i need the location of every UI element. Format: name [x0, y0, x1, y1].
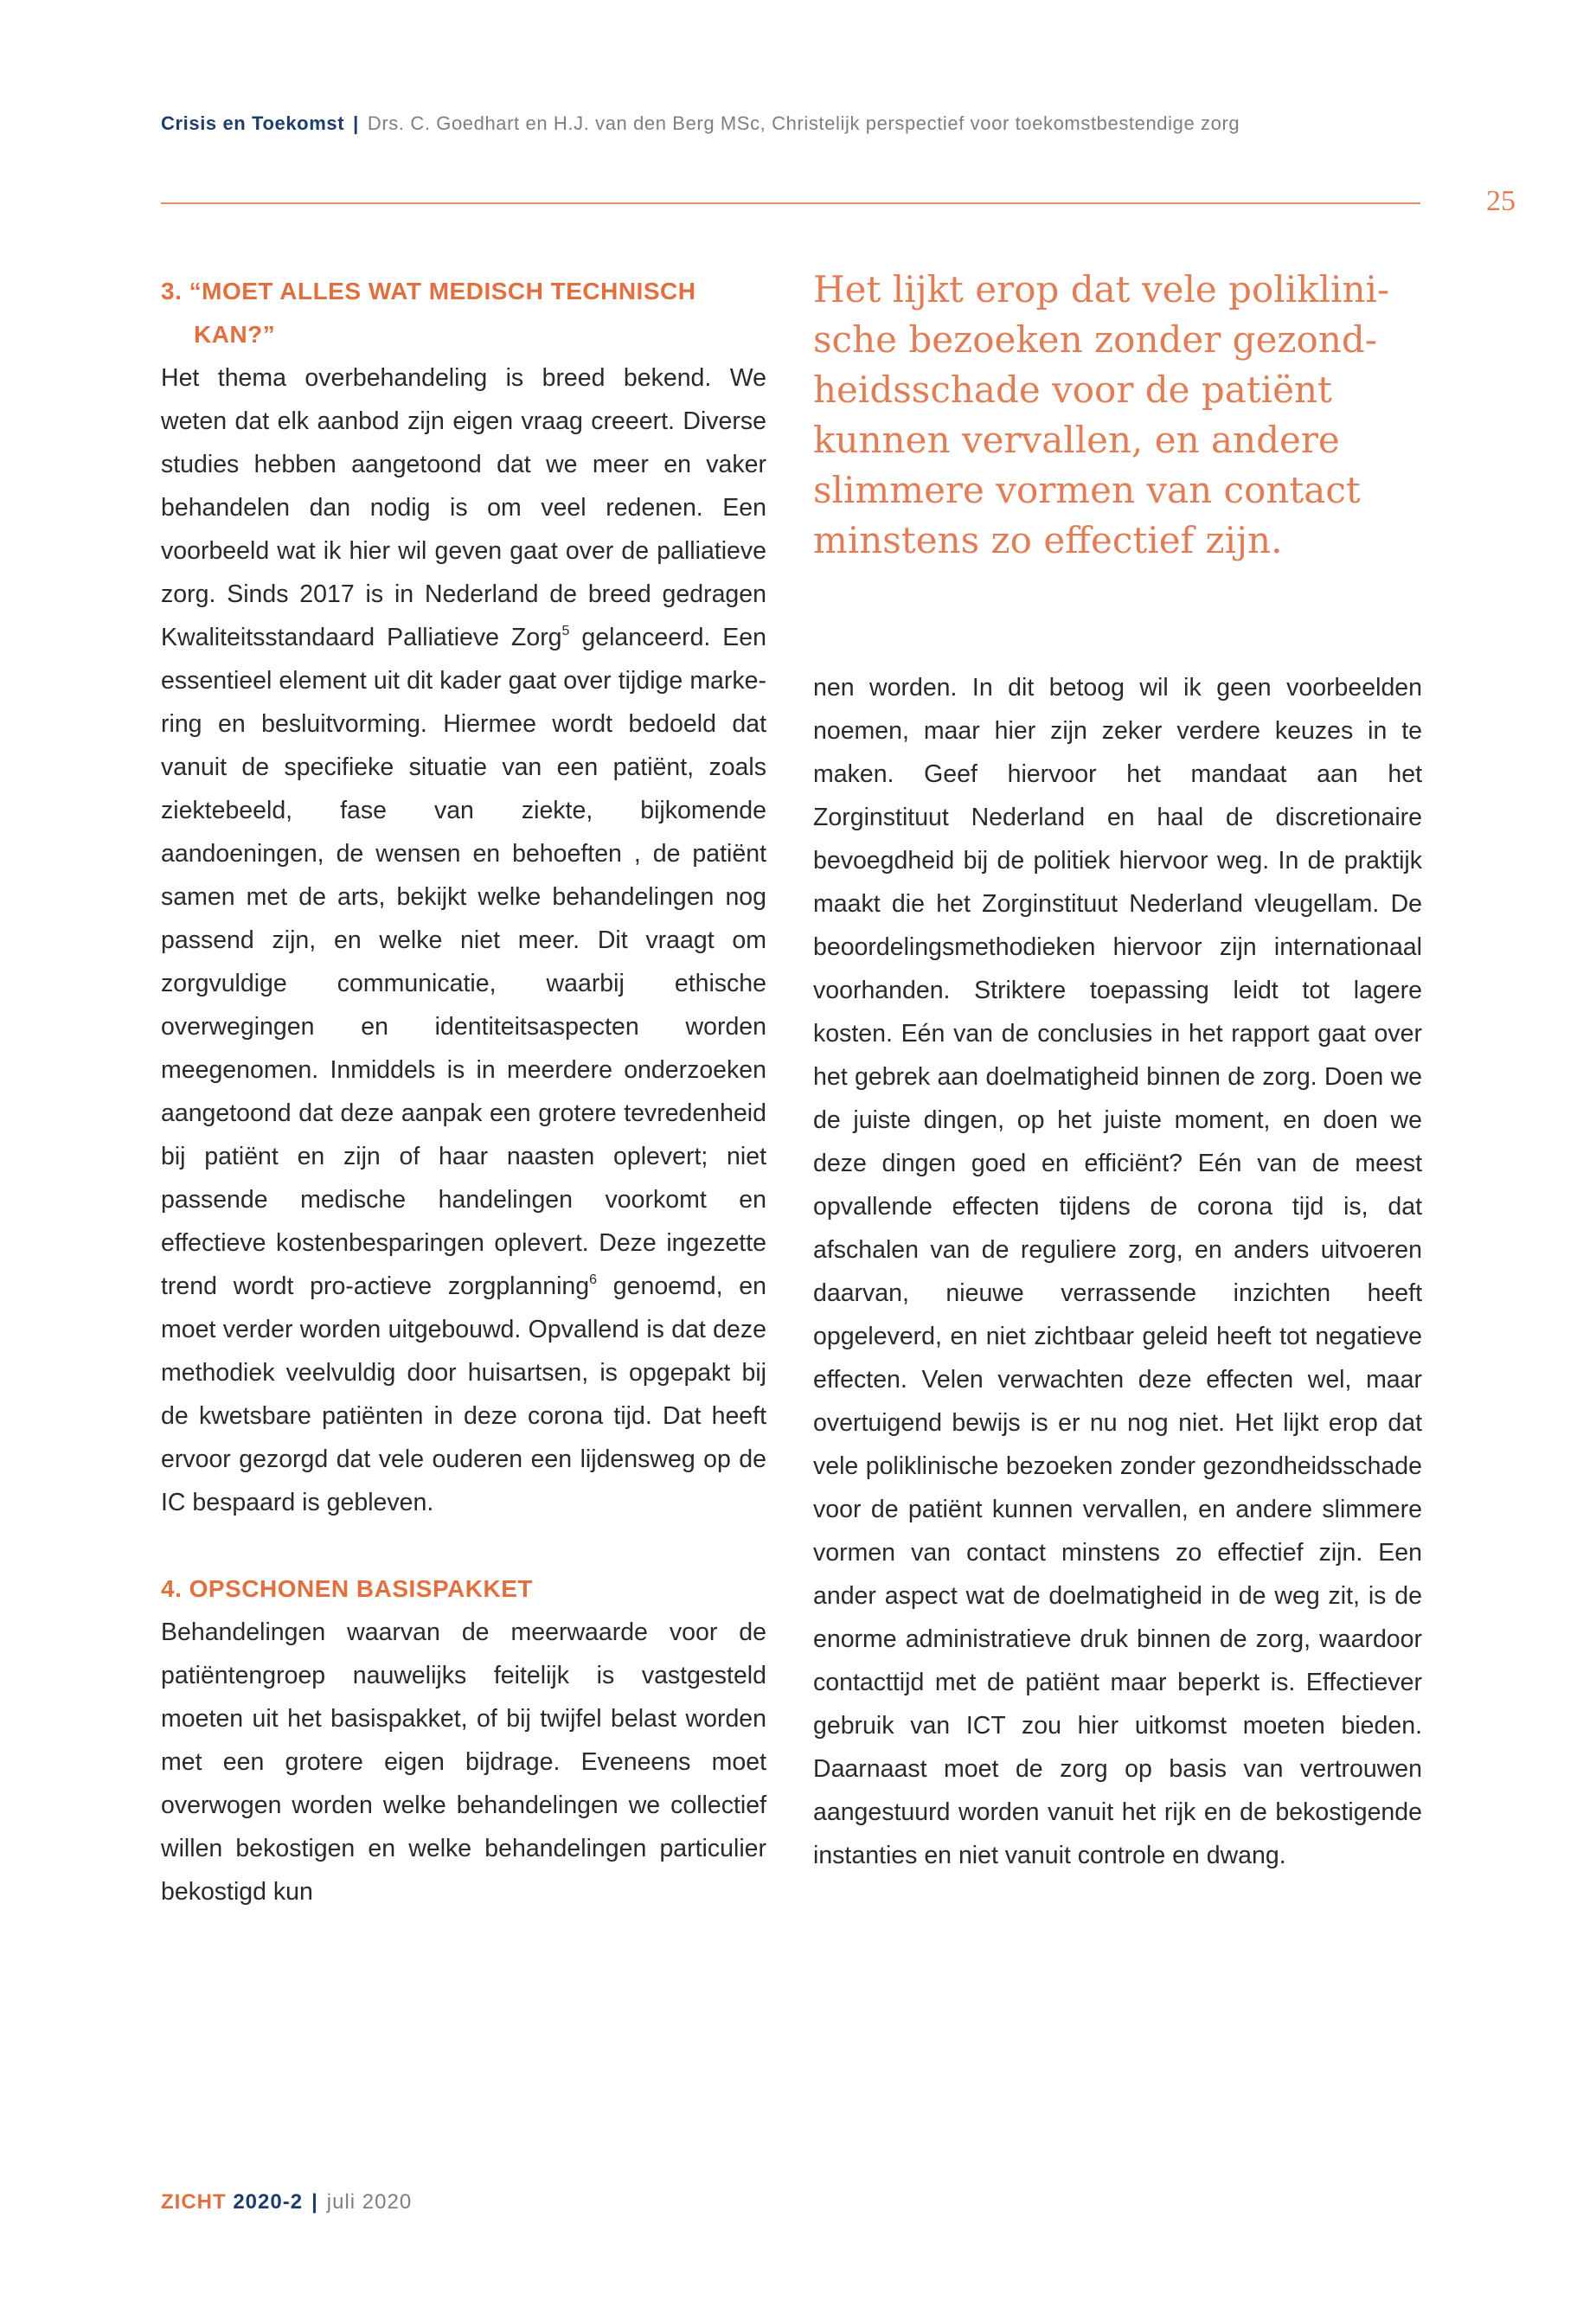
section-4-paragraph-start: Behandelingen waarvan de meerwaarde voor de patiëntengroep nauwelijks feitelijk is vastgesteld moeten uit het basispakket, of bij twijfel belast worden met een grotere eigen bijdrage. Eveneens moet overwogen worden welke behandelingen we collectief willen bekostigen en welke behandelingen particulier bekostigd kun: [161, 1618, 766, 1906]
magazine-name: ZICHT: [161, 2190, 227, 2214]
section-3-text-a: Het thema overbehandeling is breed bekend. We weten dat elk aanbod zijn eigen vraag creeert. Diverse studies hebben aangetoond dat we meer en vaker behandelen dan nodig is om veel redenen. Een voorbeeld wat ik hier wil geven gaat over de palliatieve zorg. Sinds 2017 is in Nederland de breed gedragen Kwaliteitsstandaard Palliatieve Zorg: [161, 364, 766, 651]
page-number: 25: [1486, 185, 1516, 217]
header-separator: |: [353, 112, 359, 134]
pull-quote: Het lijkt erop dat vele poliklinische bezoeken zonder gezondheidsschade voor de patiënt kunnen vervallen, en andere slimmere vormen van contact minstens zo effectief zijn.: [813, 268, 1390, 561]
footer-separator: |: [311, 2190, 318, 2214]
issue-date: juli 2020: [326, 2190, 413, 2214]
running-header: [161, 112, 1424, 135]
series-title: Crisis en Toekomst: [161, 112, 345, 134]
section-3-text-c: genoemd, en moet verder worden uitgebouwd. Opvallend is dat deze methodiek veelvuldig door huisartsen, is opgepakt bij de kwetsbare patiënten in deze corona tijd. Dat heeft ervoor gezorgd dat vele ouderen een lijdensweg op de IC bespaard is gebleven.: [161, 1272, 766, 1516]
section-3-heading: 3. “MOET ALLES WAT MEDISCH TECHNISCH KAN?”: [161, 278, 696, 348]
left-column: [161, 270, 766, 1913]
section-spacer: [161, 1524, 766, 1567]
issue-number: 2020-2: [233, 2190, 304, 2214]
footnote-ref-5: 5: [561, 623, 570, 638]
section-3-paragraph: [161, 356, 766, 1524]
section-4-heading: 4. OPSCHONEN BASISPAKKET: [161, 1575, 533, 1602]
header-rule: [161, 202, 1420, 204]
section-3-text-b: gelanceerd. Een essentieel element uit dit kader gaat over tijdige markering en besluitvorming. Hiermee wordt bedoeld dat vanuit de specifieke situatie van een patiënt, zoals ziektebeeld, fase van ziekte, bijkomende aandoeningen, de wensen en behoeften , de patiënt samen met de arts, bekijkt welke behandelingen nog passend zijn, en welke niet meer. Dit vraagt om zorgvuldige communicatie, waarbij ethische overwegingen en identiteitsaspecten worden meegenomen. Inmiddels is in meerdere onderzoeken aangetoond dat deze aanpak een grotere tevredenheid bij patiënt en zijn of haar naasten oplevert; niet passende medische handelingen voorkomt en effectieve kostenbesparingen oplevert. Deze ingezette trend wordt pro-actieve zorgplanning: [161, 624, 766, 1300]
section-4-paragraph-continued: nen worden. In dit betoog wil ik geen voorbeelden noemen, maar hier zijn zeker verdere keuzes in te maken. Geef hiervoor het mandaat aan het Zorginstituut Nederland en haal de discretionaire bevoegdheid bij de politiek hiervoor weg. In de praktijk maakt die het Zorginstituut Nederland vleugellam. De beoordelingsmethodieken hiervoor zijn internationaal voorhanden. Striktere toepassing leidt tot lagere kosten. Eén van de conclusies in het rapport gaat over het gebrek aan doelmatigheid binnen de zorg. Doen we de juiste dingen, op het juiste moment, en doen we deze dingen goed en efficiënt? Eén van de meest opvallende effecten tijdens de corona tijd is, dat afschalen van de reguliere zorg, en anders uitvoeren daarvan, nieuwe verrassende inzichten heeft opgeleverd, en niet zichtbaar geleid heeft tot negatieve effecten. Velen verwachten deze effecten wel, maar overtuigend bewijs is er nu nog niet. Het lijkt erop dat vele poliklinische bezoeken zonder gezondheidsschade voor de patiënt kunnen vervallen, en andere slimmere vormen van contact minstens zo effectief zijn. Een ander aspect wat de doelmatigheid in de weg zit, is de enorme administratieve druk binnen de zorg, waardoor contacttijd met de patiënt maar beperkt is. Effectiever gebruik van ICT zou hier uitkomst moeten bieden. Daarnaast moet de zorg op basis van vertrouwen aangestuurd worden vanuit het rijk en de bekostigende instanties en niet vanuit controle en dwang.: [813, 674, 1422, 1869]
footnote-ref-6: 6: [589, 1272, 598, 1287]
page-footer: [161, 2190, 412, 2214]
article-byline: Drs. C. Goedhart en H.J. van den Berg MSc, Christelijk perspectief voor toekomstbestendige zorg: [367, 112, 1240, 134]
right-column: [813, 666, 1422, 1877]
